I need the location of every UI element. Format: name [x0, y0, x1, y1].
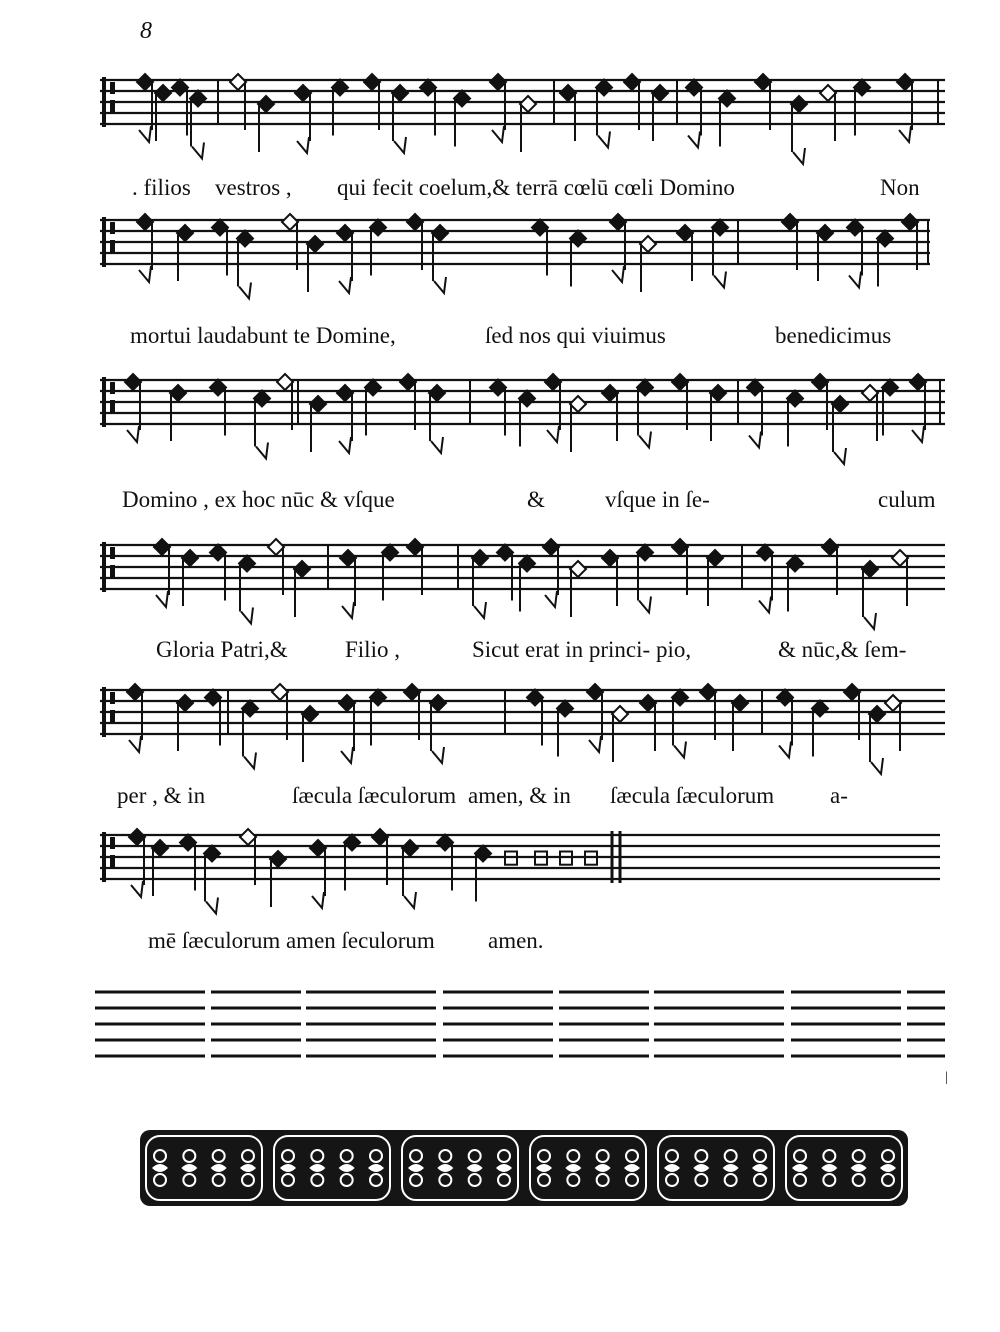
note-head [337, 225, 353, 293]
lyric-segment: Filio , [345, 637, 400, 662]
note-head [490, 380, 506, 436]
music-system-5 [0, 680, 1000, 820]
lyric-segment: mē ſæculorum amen ſeculorum [148, 928, 435, 953]
note-head [420, 80, 436, 136]
note-head [719, 91, 735, 147]
note-head [791, 96, 807, 164]
edge-mark: | [945, 1070, 948, 1085]
page-number: 8 [140, 18, 152, 44]
note-head [340, 550, 356, 618]
music-system-4 [0, 535, 1000, 675]
note-head [454, 91, 470, 147]
note-head [882, 380, 898, 436]
note-head [475, 846, 491, 902]
music-system-1 [0, 70, 1000, 210]
note-head [472, 550, 488, 618]
note-head [370, 220, 386, 276]
note-head [897, 74, 913, 142]
note-head [432, 225, 448, 293]
staff-lines [100, 835, 940, 879]
lyric-segment: culum [878, 487, 936, 512]
note-head [332, 80, 348, 136]
note-head [210, 380, 226, 436]
lyric-segment: vſque in ſe- [605, 487, 710, 512]
lyric-segment: ſæcula ſæculorum [610, 783, 775, 808]
lyric-segment: vestros , [215, 175, 292, 200]
lyric-segment: ſed nos qui viuimus [485, 323, 666, 348]
note-head [787, 391, 803, 447]
lyric-segment: mortui laudabunt te Domine, [130, 323, 396, 348]
note-head [910, 374, 926, 442]
note-head [172, 80, 188, 136]
note-head [212, 220, 228, 276]
note-head [137, 214, 153, 282]
lyric-segment: per , & in [117, 783, 206, 808]
lyric-segment: & [527, 487, 545, 512]
note-head [877, 231, 893, 287]
lyric-segment: benedicimus [775, 323, 892, 348]
note-head [610, 214, 626, 282]
note-head [519, 556, 535, 612]
music-system-2 [0, 210, 1000, 360]
staff-2 [0, 210, 1000, 310]
lyric-segment: . filios [132, 175, 191, 200]
note-head [862, 561, 878, 629]
note-head [587, 684, 603, 752]
note-head [570, 231, 586, 287]
note-head [382, 545, 398, 601]
music-system-3 [0, 370, 1000, 520]
note-head [497, 545, 513, 601]
note-head [339, 695, 355, 763]
note-head [787, 556, 803, 612]
staff-4 [0, 535, 1000, 635]
lyric-segment: Non [880, 175, 920, 200]
note-head [205, 690, 221, 746]
note-head [210, 545, 226, 601]
note-head [310, 840, 326, 908]
note-head [129, 829, 145, 897]
note-head [869, 706, 885, 774]
note-head [557, 701, 573, 757]
note-head [437, 835, 453, 891]
staff-3 [0, 370, 1000, 470]
lyric-segment: ſæcula ſæculorum [292, 783, 457, 808]
note-head [812, 701, 828, 757]
note-head [295, 85, 311, 153]
note-head [543, 539, 559, 607]
lyric-segment: amen. [488, 928, 544, 953]
note-head [429, 385, 445, 453]
staff-5 [0, 680, 1000, 780]
note-head [365, 380, 381, 436]
lyric-segment: qui fecit coelum,& terrā cœlū cœli Domino [337, 175, 735, 200]
note-head [344, 835, 360, 891]
note-head [527, 690, 543, 746]
note-head [370, 690, 386, 746]
note-head [392, 85, 408, 153]
note-head [832, 396, 848, 464]
note-head [532, 220, 548, 276]
note-head [545, 374, 561, 442]
note-head [490, 74, 506, 142]
note-head [137, 74, 153, 142]
lyric-segment: amen, & in [468, 783, 571, 808]
staff-6 [0, 825, 1000, 925]
note-head [430, 695, 446, 763]
note-head [127, 684, 143, 752]
note-head [854, 80, 870, 136]
lyric-segment: & nūc,& ſem- [778, 637, 907, 662]
music-system-6 [0, 825, 1000, 960]
blank-staff [0, 980, 1000, 1060]
lyric-segment: Domino , ex hoc nūc & vſque [122, 487, 395, 512]
staff-1 [0, 70, 1000, 170]
lyric-segment: Gloria Patri,& [156, 637, 288, 662]
note-head [519, 391, 535, 447]
note-head [154, 539, 170, 607]
lyric-segment: a- [830, 783, 848, 808]
note-head [180, 835, 196, 891]
note-head [337, 385, 353, 453]
lyric-segment: Sicut erat in princi- pio, [472, 637, 692, 662]
note-head [125, 374, 141, 442]
decorative-border-band [0, 1120, 1000, 1215]
note-head [402, 840, 418, 908]
